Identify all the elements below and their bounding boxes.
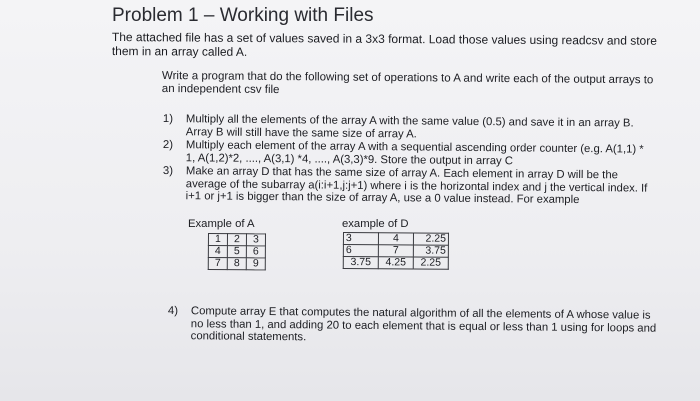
list-item-line: 1, A(1,2)*2, ...., A(3,1) *4, ...., A(3,3)*9. Store the output in array C: [185, 151, 514, 167]
table-cell: 4: [378, 233, 413, 245]
table-cell: 1: [208, 234, 227, 246]
list-item-line: i+1 or j+1 is bigger than the size of array A, use a 0 value instead. For example: [185, 190, 580, 207]
table-cell: 4: [208, 246, 227, 258]
list-item-line: Make an array D that has the same size of array A. Each element in array D will be the: [185, 165, 618, 182]
table-cell: 3: [343, 233, 378, 245]
table-cell: 2.25: [413, 257, 448, 269]
example-a-table: [208, 233, 266, 270]
table-cell: 2.25: [413, 233, 448, 245]
example-d-table: [343, 232, 449, 270]
list-item-line: no less than 1, and adding 20 to each element that is equal or less than 1 using for loops and: [190, 317, 657, 335]
table-cell: 7: [378, 245, 413, 257]
table-cell: 7: [208, 258, 227, 270]
list-item-number: 1): [162, 113, 174, 126]
list-item-number: 3): [162, 165, 174, 178]
list-item-line: average of the subarray a(i:i+1,j:j+1) where i is the horizontal index and j the vertical index. If: [185, 177, 648, 195]
problem-title: Problem 1 – Working with Files: [112, 5, 374, 26]
table-cell: 6: [343, 245, 378, 257]
table-row: [343, 233, 448, 246]
list-item-number: 2): [162, 139, 174, 152]
table-cell: 9: [246, 258, 265, 270]
table-row: [208, 234, 265, 246]
list-item-line: Compute array E that computes the natural algorithm of all the elements of A whose value is: [190, 305, 651, 322]
list-item-number: 4): [167, 305, 179, 318]
example-a-label: Example of A: [188, 218, 255, 230]
table-cell: 3.75: [343, 257, 378, 269]
list-item-line: Multiply all the elements of the array A with the same value (0.5) and save it in an array B.: [185, 113, 634, 130]
list-item-line: Multiply each element of the array A with a sequential ascending order counter (e.g. A(1,1) *: [185, 139, 644, 156]
intro-line: The attached file has a set of values saved in a 3x3 format. Load those values using readcsv and store: [111, 30, 657, 48]
task-line: Write a program that do the following set of operations to A and write each of the output arrays to: [161, 70, 654, 87]
table-cell: 5: [227, 246, 246, 258]
table-cell: 3.75: [413, 245, 448, 257]
list-item-line: Array B will still have the same size of array A.: [185, 125, 417, 141]
table-cell: 6: [246, 246, 265, 258]
table-cell: 8: [227, 258, 246, 270]
table-cell: 4.25: [378, 257, 413, 269]
table-row: [208, 258, 265, 270]
intro-line: them in an array called A.: [111, 43, 248, 59]
task-paragraph: [162, 70, 682, 101]
table-cell: 2: [227, 234, 246, 246]
table-cell: 3: [246, 234, 265, 246]
example-d-label: example of D: [342, 218, 409, 230]
list-item-line: conditional statements.: [190, 330, 307, 344]
table-row: [208, 246, 265, 258]
intro-paragraph: [112, 30, 672, 62]
table-row: [343, 257, 448, 270]
task-line: an independent csv file: [161, 82, 280, 97]
